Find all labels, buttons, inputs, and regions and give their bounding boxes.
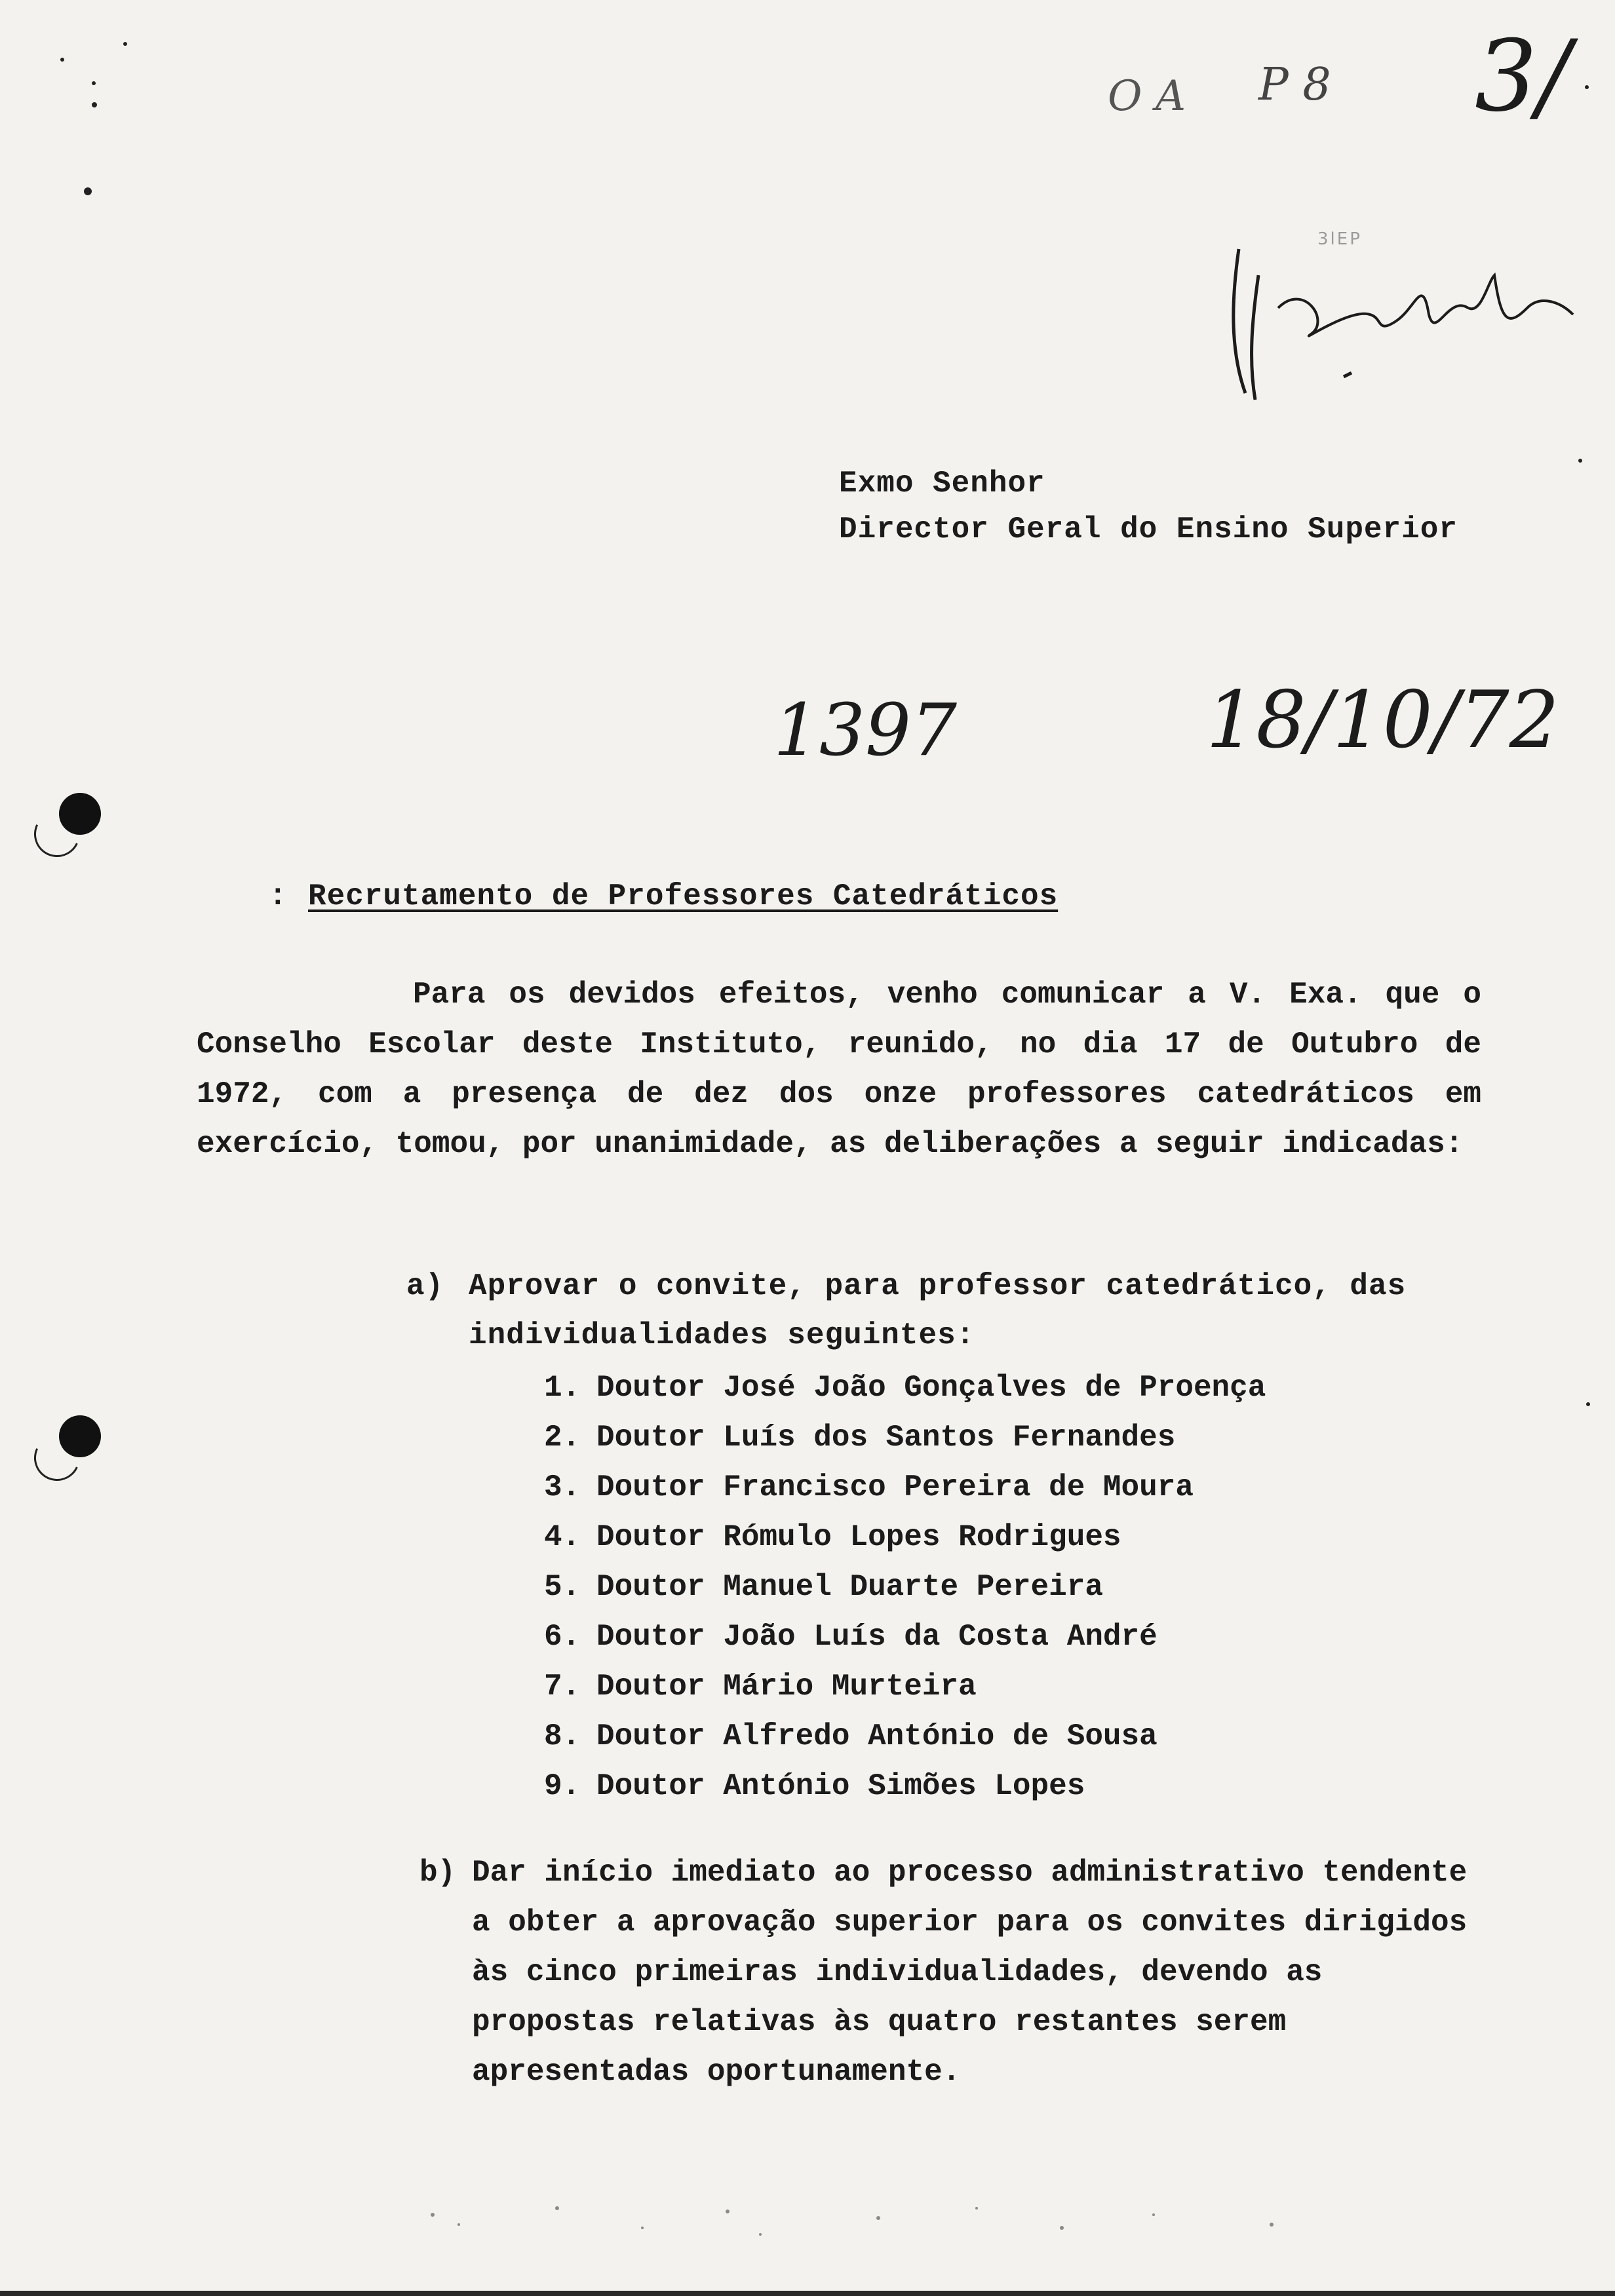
item-a-line2: individualidades seguintes: <box>469 1318 975 1352</box>
scan-bottom-edge <box>0 2291 1615 2296</box>
scan-speck <box>60 58 64 62</box>
handwritten-number: 1397 <box>773 688 957 772</box>
list-item <box>544 1712 1266 1761</box>
scan-speck <box>92 102 97 107</box>
list-item-number: 1. <box>544 1371 581 1405</box>
signature-scribble <box>1219 236 1586 406</box>
scan-speck <box>1585 85 1589 89</box>
list-item <box>544 1363 1266 1413</box>
list-item-name: Doutor Rómulo Lopes Rodrigues <box>596 1520 1121 1554</box>
ref-code-mark: O A <box>1108 72 1186 121</box>
scan-noise <box>419 2189 1337 2248</box>
nominee-list <box>544 1363 1266 1811</box>
list-item-number: 6. <box>544 1620 581 1654</box>
subject-line: Recrutamento de Professores Catedráticos <box>308 879 1059 913</box>
list-item-number: 9. <box>544 1769 581 1803</box>
list-item-number: 8. <box>544 1719 581 1753</box>
subject-prefix: : <box>269 879 288 913</box>
list-item <box>544 1562 1266 1612</box>
ref-code-mark-2: P 8 <box>1258 59 1331 111</box>
item-b <box>419 1848 1494 2097</box>
list-item-number: 2. <box>544 1421 581 1455</box>
item-b-text: Dar início imediato ao processo administrativo tendente a obter a aprovação superior para os convites dirigidos às cinco primeiras individualidades, devendo as propostas relativas às quatro restantes serem apresentadas oportunamente. <box>472 1856 1468 2089</box>
list-item-name: Doutor Alfredo António de Sousa <box>596 1719 1158 1753</box>
list-item <box>544 1612 1266 1662</box>
scan-speck <box>84 187 92 195</box>
list-item-name: Doutor Mário Murteira <box>596 1670 977 1704</box>
scan-speck <box>123 42 127 46</box>
list-item <box>544 1463 1266 1512</box>
list-item-number: 3. <box>544 1470 581 1504</box>
page-number-mark: 3/ <box>1475 20 1570 134</box>
list-item <box>544 1662 1266 1712</box>
list-item-name: Doutor Luís dos Santos Fernandes <box>596 1421 1176 1455</box>
body-paragraph: Para os devidos efeitos, venho comunicar a V. Exa. que o Conselho Escolar deste Instituto, reunido, no dia 17 de Outubro de 1972, com a presença de dez dos onze professores catedráticos em exercício, tomou, por unanimidade, as deliberações a seguir indicadas: <box>197 978 1481 1161</box>
list-item-name: Doutor Francisco Pereira de Moura <box>596 1470 1194 1504</box>
list-item-name: Doutor João Luís da Costa André <box>596 1620 1158 1654</box>
salutation: Exmo Senhor <box>839 467 1045 501</box>
list-item <box>544 1761 1266 1811</box>
scan-speck <box>1586 1402 1590 1406</box>
item-b-marker: b) <box>419 1856 456 1890</box>
list-item-name: Doutor António Simões Lopes <box>596 1769 1085 1803</box>
item-a-marker: a) <box>406 1269 444 1303</box>
item-a-line1: Aprovar o convite, para professor catedrático, das <box>469 1269 1407 1303</box>
list-item-name: Doutor José João Gonçalves de Proença <box>596 1371 1266 1405</box>
list-item-number: 4. <box>544 1520 581 1554</box>
faint-stamp-text: 3lEP <box>1317 229 1362 249</box>
list-item <box>544 1413 1266 1463</box>
list-item-name: Doutor Manuel Duarte Pereira <box>596 1570 1103 1604</box>
handwritten-date: 18/10/72 <box>1206 675 1559 766</box>
list-item-number: 5. <box>544 1570 581 1604</box>
scan-speck <box>92 81 96 85</box>
list-item <box>544 1512 1266 1562</box>
addressee-title: Director Geral do Ensino Superior <box>839 512 1458 546</box>
scan-speck <box>1578 459 1582 463</box>
list-item-number: 7. <box>544 1670 581 1704</box>
